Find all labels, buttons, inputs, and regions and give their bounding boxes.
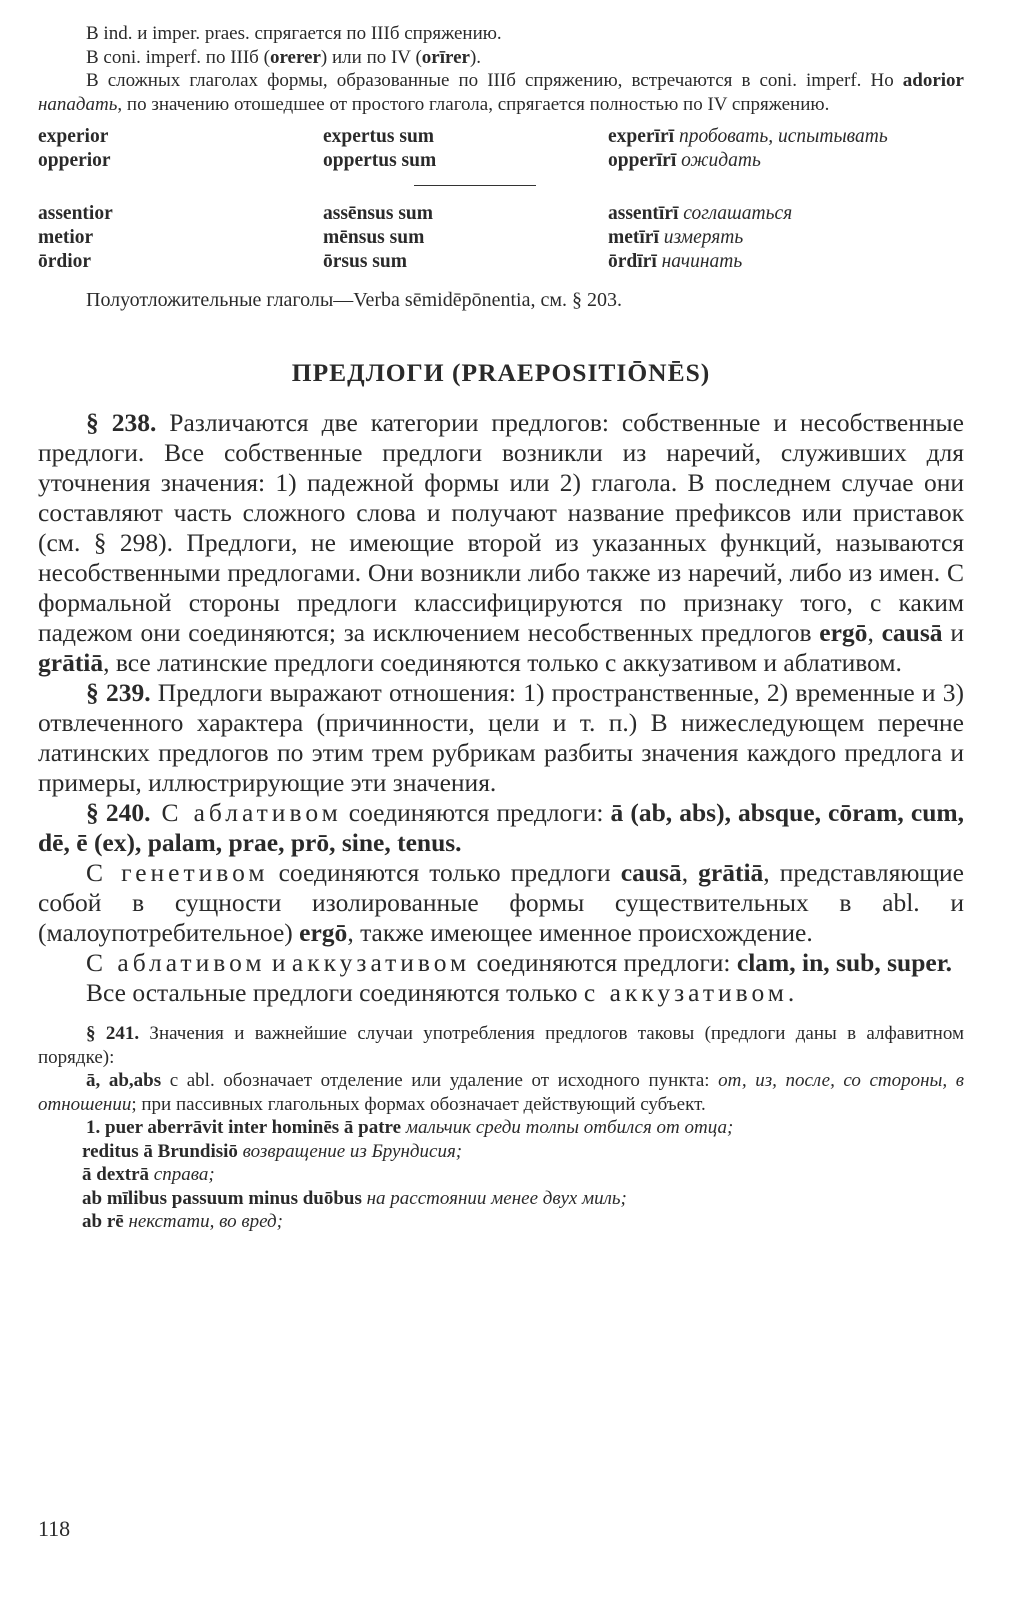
paragraph-239: § 239. Предлоги выражают отношения: 1) пространственные, 2) временные и 3) отвлеченного характера (причинности, цели и т. п.) В нижеследующем перечне латинских предлогов по этим трем рубрикам разбиты значения каждого предлога и примеры, иллюстрирующие эти значения. (38, 678, 964, 797)
divider-rule (414, 185, 536, 186)
section-heading: ПРЕДЛОГИ (PRAEPOSITIŌNĒS) (291, 358, 711, 387)
example-line: ab mīlibus passuum minus duōbus на расстоянии менее двух миль; (82, 1187, 627, 1209)
intro-line-3: В сложных глаголах формы, образованные по IIIб спряжению, встречаются в coni. imperf. Но adorior нападать, по значению отошедшее от простого глагола, спрягается полностью по IV спряжению. (38, 70, 964, 115)
paragraph-238: § 238. Различаются две категории предлогов: собственные и несобственные предлоги. Все собственные предлоги возникли из наречий, служивших для уточнения значения: 1) падежной формы или 2) глагола. В последнем случае они составляют часть сложного слова и получают название префиксов или приставок (см. § 298). Предлоги, не имеющие второй из указанных функций, называются несобственными предлогами. Они возникли либо также из наречий, либо из имен. С формальной стороны предлоги классифицируются по признаку того, с каким падежом они соединяются; за исключением несобственных предлогов ergō, causā и grātiā, все латинские предлоги соединяются только с аккузативом и аблативом. (38, 408, 964, 677)
example-line: ā dextrā справа; (82, 1164, 215, 1185)
verb-present: metior (38, 227, 94, 248)
intro-line-2: В coni. imperf. по IIIб (orerer) или по IV (orīrer). (86, 46, 482, 68)
verb-table-a (38, 125, 964, 173)
verb-infinitive: assentīrī соглашаться (608, 203, 793, 224)
verb-perfect: expertus sum (323, 126, 435, 147)
verb-perfect: ōrsus sum (323, 251, 407, 272)
verb-infinitive: experīrī пробовать, испытывать (608, 126, 888, 147)
verb-perfect: assēnsus sum (323, 203, 434, 224)
paragraph-240-rest: Все остальные предлоги соединяются только с аккузативом. (86, 978, 799, 1007)
paragraph-241-lemma: ā, ab,abs с abl. обозначает отделение или удаление от исходного пункта: от, из, после, со стороны, в отношении; при пассивных глагольных формах обозначает действующий субъект. (38, 1070, 965, 1115)
paragraph-241: § 241. Значения и важнейшие случаи употребления предлогов таковы (предлоги даны в алфавитном порядке): (38, 1023, 964, 1068)
verb-present: ōrdior (38, 251, 92, 272)
verb-present: opperior (38, 150, 111, 171)
verb-infinitive: opperīrī ожидать (608, 150, 761, 171)
verb-perfect: oppertus sum (323, 150, 437, 171)
page-number: 118 (38, 1516, 71, 1541)
paragraph-240-abl-acc: С аблативом и аккузативом соединяются предлоги: clam, in, sub, super. (86, 948, 953, 977)
verb-present: assentior (38, 203, 113, 224)
verb-present: experior (38, 126, 109, 147)
examples (38, 1116, 964, 1234)
intro-line-1: В ind. и imper. praes. спрягается по IIIб спряжению. (86, 23, 502, 44)
semideponent-note: Полуотложительные глаголы—Verba sēmidēpōnentia, см. § 203. (86, 289, 622, 311)
verb-table-b (38, 202, 964, 274)
example-line: reditus ā Brundisiō возвращение из Брундисия; (82, 1140, 463, 1162)
paragraph-240-genitive: С генетивом соединяются только предлоги causā, grātiā, представляющие собой в сущности изолированные формы существительных в abl. и (малоупотребительное) ergō, также имеющее именное происхождение. (38, 858, 964, 947)
verb-infinitive: ōrdīrī начинать (608, 251, 743, 272)
verb-perfect: mēnsus sum (323, 227, 425, 248)
paragraph-240: § 240. С аблативом соединяются предлоги: ā (ab, abs), absque, cōram, cum, dē, ē (ex), palam, prae, prō, sine, tenus. (38, 798, 964, 857)
example-line: 1. puer aberrāvit inter hominēs ā patre мальчик среди толпы отбился от отца; (86, 1117, 734, 1138)
page (38, 22, 964, 1234)
verb-infinitive: metīrī измерять (608, 227, 744, 248)
example-line: ab rē некстати, во вред; (82, 1211, 283, 1232)
